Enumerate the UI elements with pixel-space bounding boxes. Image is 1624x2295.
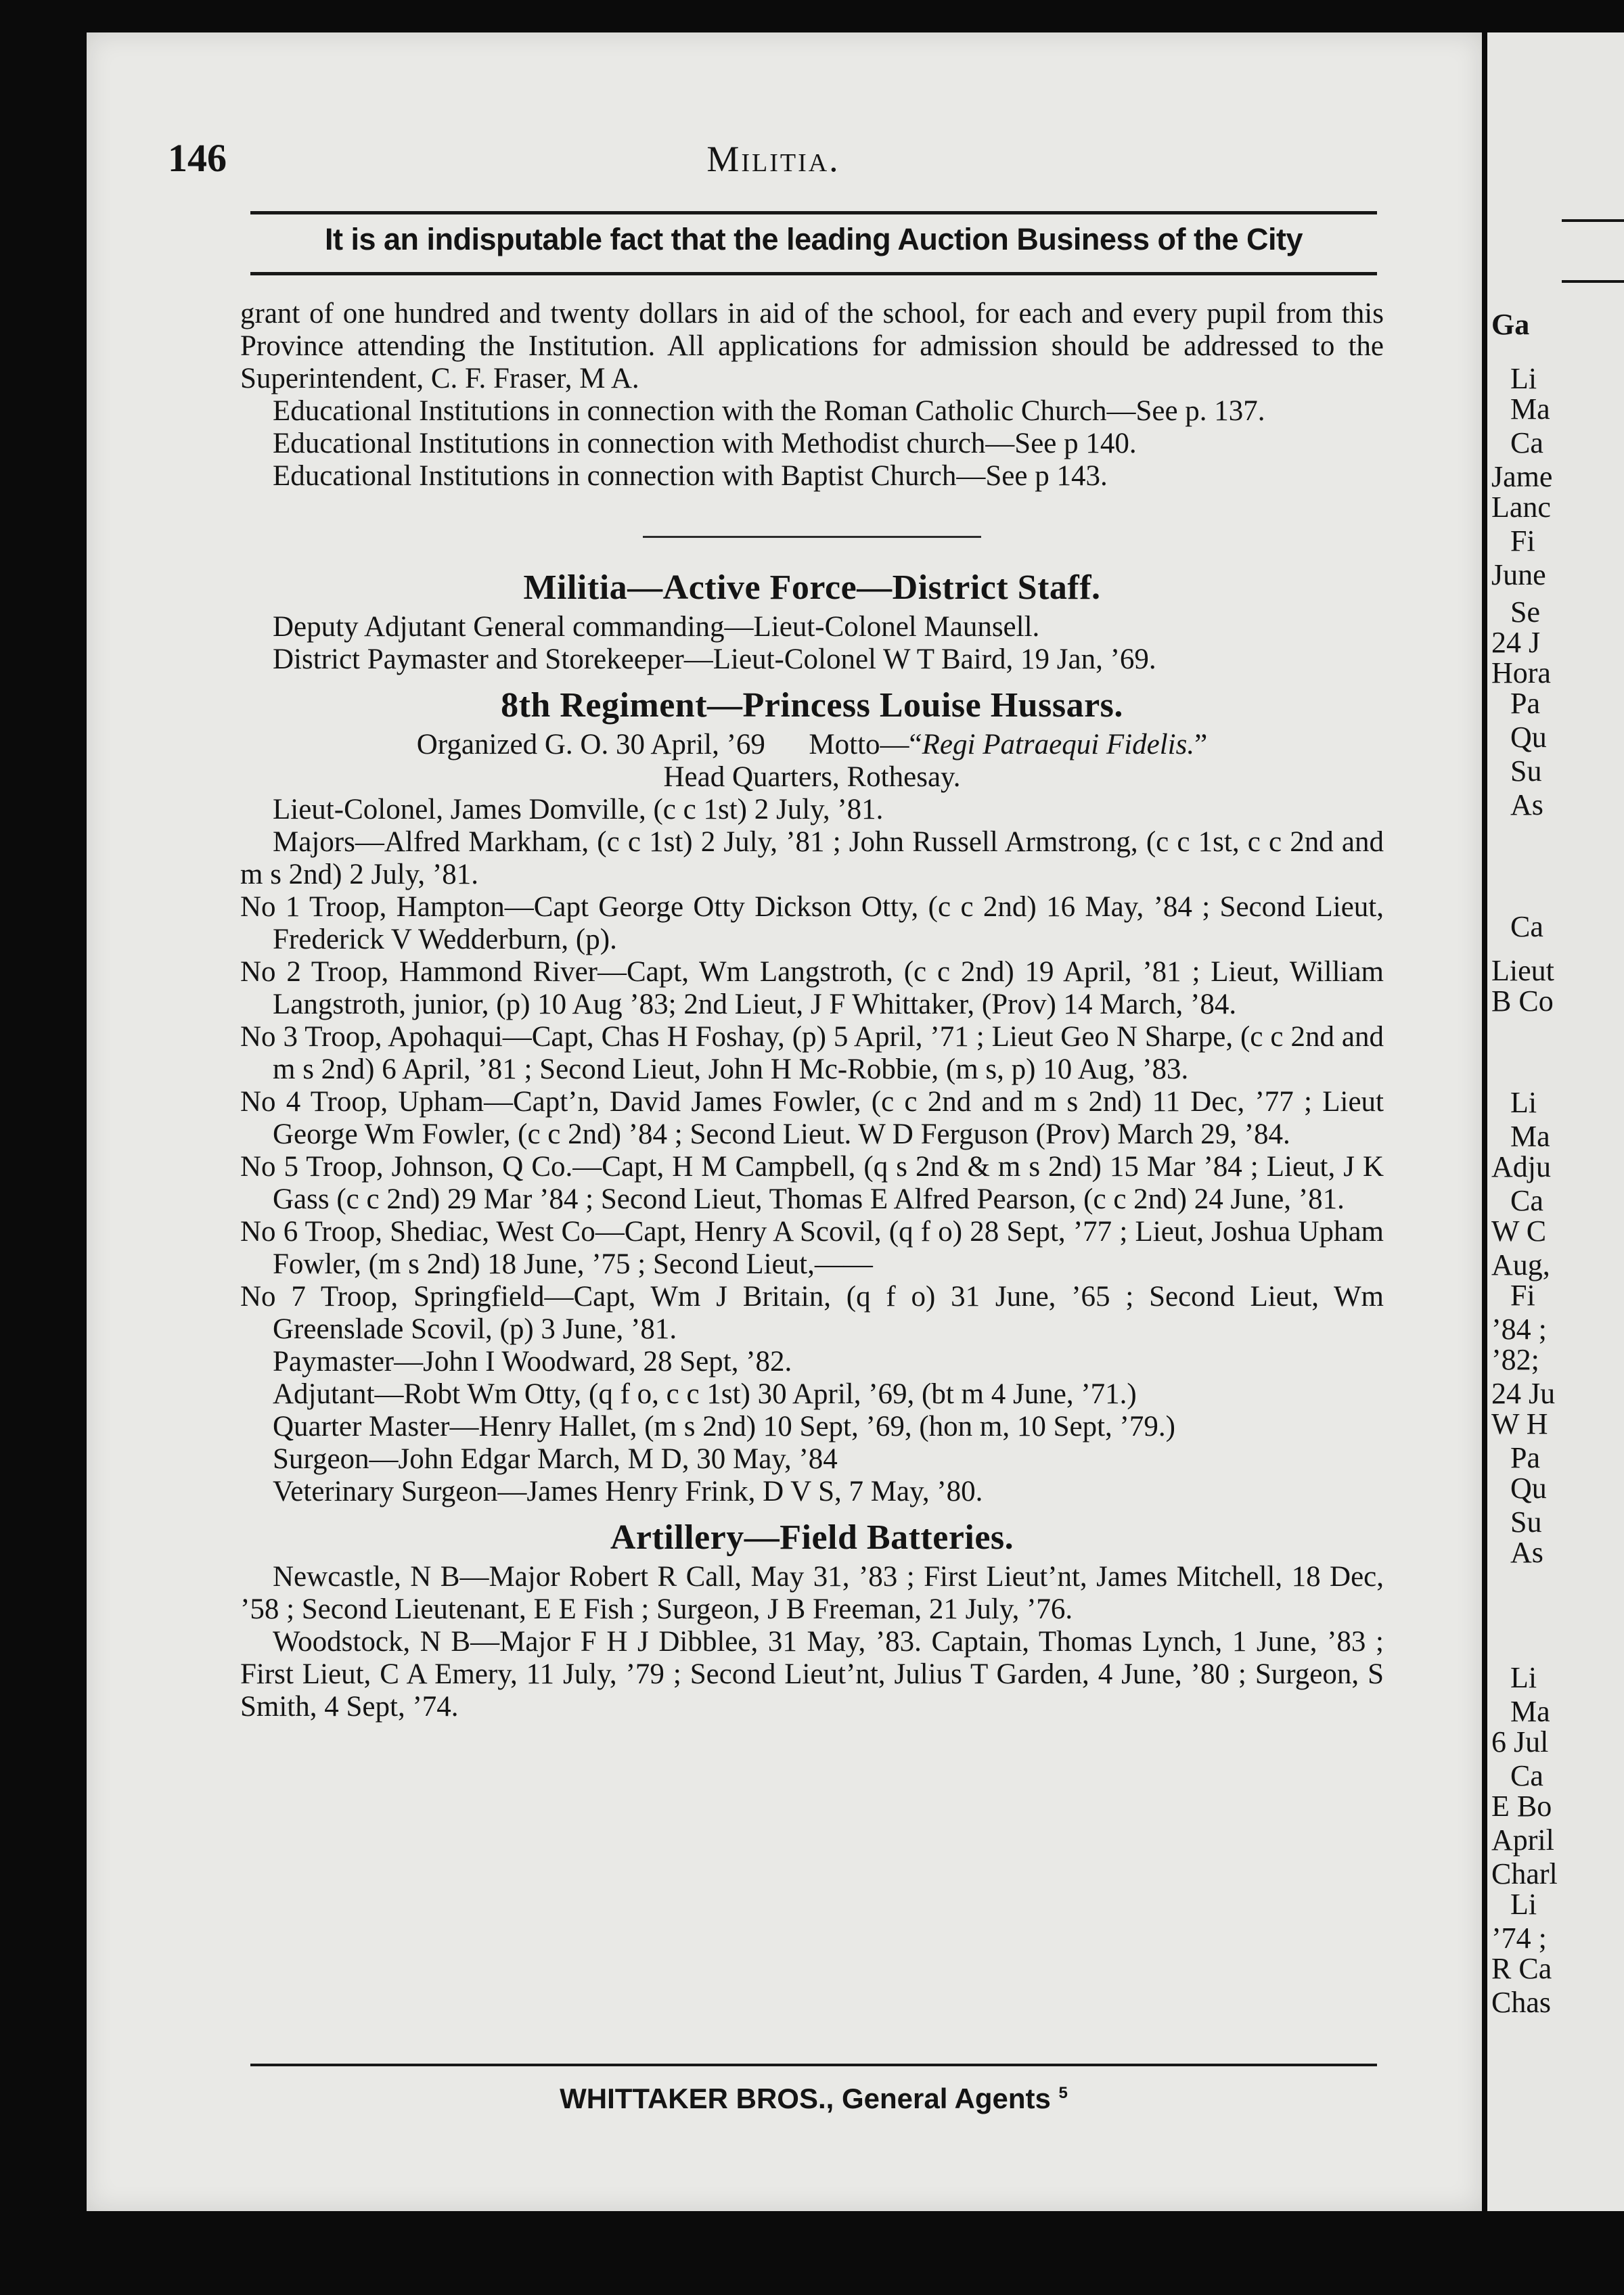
officer-entry: Lieut-Colonel, James Domville, (c c 1st) 2 July, ’81. (273, 794, 884, 825)
intro-paragraph: grant of one hundred and twenty dollars in aid of the school, for each and every pupil from this Province attending the Institution. All applications for admission should be addressed to the Superintendent, C. F. Fraser, M A. (240, 298, 1384, 394)
page-body (240, 298, 1384, 1723)
section-heading-district-staff: Militia—Active Force—District Staff. (523, 568, 1101, 607)
staff-line: District Paymaster and Storekeeper—Lieut-Colonel W T Baird, 19 Jan, ’69. (273, 643, 1156, 675)
adjacent-page-fragment: Ca (1510, 1184, 1543, 1217)
page-number: 146 (168, 136, 227, 180)
adjacent-page-fragment: Li (1510, 1661, 1537, 1694)
adjacent-page-fragment: Qu (1510, 721, 1547, 754)
adjacent-page-fragment: Pa (1510, 1441, 1540, 1474)
adjacent-page-fragment: Li (1510, 362, 1537, 395)
adjacent-page-fragment: As (1510, 788, 1543, 821)
adjacent-page-fragment: W H (1491, 1407, 1548, 1440)
adjacent-page-fragment: Ca (1510, 426, 1543, 459)
adjacent-page-fragment: 24 Ju (1491, 1377, 1556, 1410)
regiment-staff-entry: Paymaster—John I Woodward, 28 Sept, ’82. (273, 1346, 792, 1378)
troop-entry: No 4 Troop, Upham—Capt’n, David James Fowler, (c c 2nd and m s 2nd) 11 Dec, ’77 ; Lieut George Wm Fowler, (c c 2nd) ’84 ; Second Lieut. W D Ferguson (Prov) March 29, ’84. (240, 1086, 1384, 1150)
adjacent-page-fragment: Adju (1491, 1150, 1551, 1183)
banner-rule-bottom (250, 272, 1377, 275)
regiment-staff-entry: Quarter Master—Henry Hallet, (m s 2nd) 10 Sept, ’69, (hon m, 10 Sept, ’79.) (273, 1411, 1175, 1442)
adjacent-page-fragment: E Bo (1491, 1790, 1552, 1823)
adjacent-page-fragment: Ca (1510, 910, 1543, 943)
adjacent-page-fragment: 6 Jul (1491, 1725, 1549, 1758)
adjacent-page-fragment: ’84 ; (1491, 1313, 1547, 1346)
troop-entry: No 2 Troop, Hammond River—Capt, Wm Langstroth, (c c 2nd) 19 April, ’81 ; Lieut, William Langstroth, junior, (p) 10 Aug ’83; 2nd Lieut, J F Whittaker, (Prov) 14 March, ’84. (240, 956, 1384, 1020)
troop-entry: No 6 Troop, Shediac, West Co—Capt, Henry A Scovil, (q f o) 28 Sept, ’77 ; Lieut, Joshua Upham Fowler, (m s 2nd) 18 June, ’75 ; Second Lieut,—— (240, 1216, 1384, 1280)
adjacent-page-fragment: ’74 ; (1491, 1922, 1547, 1955)
troop-entry: No 1 Troop, Hampton—Capt George Otty Dickson Otty, (c c 2nd) 16 May, ’84 ; Second Lieut, Frederick V Wedderburn, (p). (240, 891, 1384, 955)
organized-text: Organized G. O. 30 April, ’69 (416, 729, 765, 760)
troop-entry: No 5 Troop, Johnson, Q Co.—Capt, H M Campbell, (q s 2nd & m s 2nd) 15 Mar ’84 ; Lieut, J K Gass (c c 2nd) 29 Mar ’84 ; Second Lieut, Thomas E Alfred Pearson, (c c 2nd) 24 June, ’81. (240, 1151, 1384, 1215)
adjacent-page-fragment: Ga (1491, 308, 1530, 341)
footer-rule (250, 2064, 1377, 2066)
section-heading-field-batteries: Artillery—Field Batteries. (610, 1518, 1014, 1557)
adjacent-page-fragment: Ma (1510, 1695, 1550, 1728)
adjacent-page-fragment: April (1491, 1823, 1554, 1857)
adjacent-page-fragment: 24 J (1491, 626, 1541, 659)
adjacent-page-fragment: Li (1510, 1086, 1537, 1119)
intro-reference-baptist: Educational Institutions in connection with Baptist Church—See p 143. (273, 460, 1108, 492)
troop-entry: No 3 Troop, Apohaqui—Capt, Chas H Foshay, (p) 5 April, ’71 ; Lieut Geo N Sharpe, (c c 2nd and m s 2nd) 6 April, ’81 ; Second Lieut, John H Mc-Robbie, (m s, p) 10 Aug, ’83. (240, 1021, 1384, 1085)
adjacent-page-fragment: W C (1491, 1214, 1547, 1248)
adjacent-page-fragment: Lanc (1491, 491, 1551, 524)
adjacent-page-fragment: Jame (1491, 460, 1553, 493)
running-title: Militia. (706, 139, 840, 179)
regiment-organized (240, 729, 1384, 761)
adjacent-page-fragment: June (1491, 558, 1546, 591)
adjacent-page-fragment: Li (1510, 1888, 1537, 1921)
motto-close: ” (1194, 729, 1208, 760)
adjacent-page-fragment: Se (1510, 595, 1540, 629)
battery-entry: Newcastle, N B—Major Robert R Call, May 31, ’83 ; First Lieut’nt, James Mitchell, 18 Dec, ’58 ; Second Lieutenant, E E Fish ; Surgeon, J B Freeman, 21 July, ’76. (240, 1561, 1384, 1625)
adjacent-page-fragment: Ca (1510, 1759, 1543, 1792)
adjacent-page-fragment: Fi (1510, 524, 1535, 558)
troop-entry: No 7 Troop, Springfield—Capt, Wm J Britain, (q f o) 31 June, ’65 ; Second Lieut, Wm Greenslade Scovil, (p) 3 June, ’81. (240, 1281, 1384, 1345)
adjacent-page-fragment: Su (1510, 754, 1542, 788)
section-heading-regiment: 8th Regiment—Princess Louise Hussars. (501, 686, 1123, 725)
staff-line: Deputy Adjutant General commanding—Lieut-Colonel Maunsell. (273, 611, 1040, 643)
adjacent-page-fragment: Charl (1491, 1857, 1558, 1890)
regiment-staff-entry: Veterinary Surgeon—James Henry Frink, D V S, 7 May, ’80. (273, 1476, 983, 1507)
adjacent-page-fragment: Ma (1510, 1120, 1550, 1153)
adjacent-page-fragment: ’82; (1491, 1343, 1539, 1376)
adjacent-page-rule (1562, 280, 1624, 283)
intro-reference-methodist: Educational Institutions in connection with Methodist church—See p 140. (273, 428, 1137, 459)
adjacent-page-fragment: R Ca (1491, 1952, 1552, 1985)
footer-advert: WHITTAKER BROS., General Agents (560, 2083, 1051, 2114)
motto-label: Motto—“ (809, 729, 922, 760)
adjacent-page-fragment: Hora (1491, 656, 1551, 689)
footer-signature-mark: 5 (1058, 2084, 1068, 2102)
adjacent-page-edge (1487, 32, 1624, 2211)
adjacent-page-fragment: Ma (1510, 392, 1550, 426)
adjacent-page-fragment: Lieut (1491, 954, 1554, 987)
officer-entry: Majors—Alfred Markham, (c c 1st) 2 July, ’81 ; John Russell Armstrong, (c c 1st, c c 2nd and m s 2nd) 2 July, ’81. (240, 826, 1384, 890)
page-header (168, 129, 1379, 189)
regiment-headquarters: Head Quarters, Rothesay. (663, 761, 961, 793)
section-divider (643, 536, 981, 538)
regiment-staff-entry: Adjutant—Robt Wm Otty, (q f o, c c 1st) 30 April, ’69, (bt m 4 June, ’71.) (273, 1378, 1137, 1410)
adjacent-page-fragment: Chas (1491, 1986, 1551, 2019)
adjacent-page-fragment: Fi (1510, 1279, 1535, 1312)
intro-reference-catholic: Educational Institutions in connection with the Roman Catholic Church—See p. 137. (273, 395, 1265, 427)
banner-rule-top (250, 211, 1377, 214)
motto-text: Regi Patraequi Fidelis. (922, 729, 1195, 760)
page-footer (250, 2083, 1377, 2115)
regiment-staff-entry: Surgeon—John Edgar March, M D, 30 May, ’84 (273, 1443, 838, 1475)
adjacent-page-fragment: Pa (1510, 687, 1540, 720)
adjacent-page-fragment: Su (1510, 1505, 1542, 1539)
adjacent-page-fragment: Qu (1510, 1472, 1547, 1505)
adjacent-page-rule (1562, 219, 1624, 222)
adjacent-page-fragment: Aug, (1491, 1248, 1550, 1281)
advertising-banner: It is an indisputable fact that the leading Auction Business of the City (325, 222, 1303, 256)
adjacent-page-fragment: As (1510, 1536, 1543, 1569)
battery-entry: Woodstock, N B—Major F H J Dibblee, 31 May, ’83. Captain, Thomas Lynch, 1 June, ’83 ; First Lieut, C A Emery, 11 July, ’79 ; Second Lieut’nt, Julius T Garden, 4 June, ’80 ; Surgeon, S Smith, 4 Sept, ’74. (240, 1626, 1384, 1723)
adjacent-page-fragment: B Co (1491, 984, 1554, 1018)
